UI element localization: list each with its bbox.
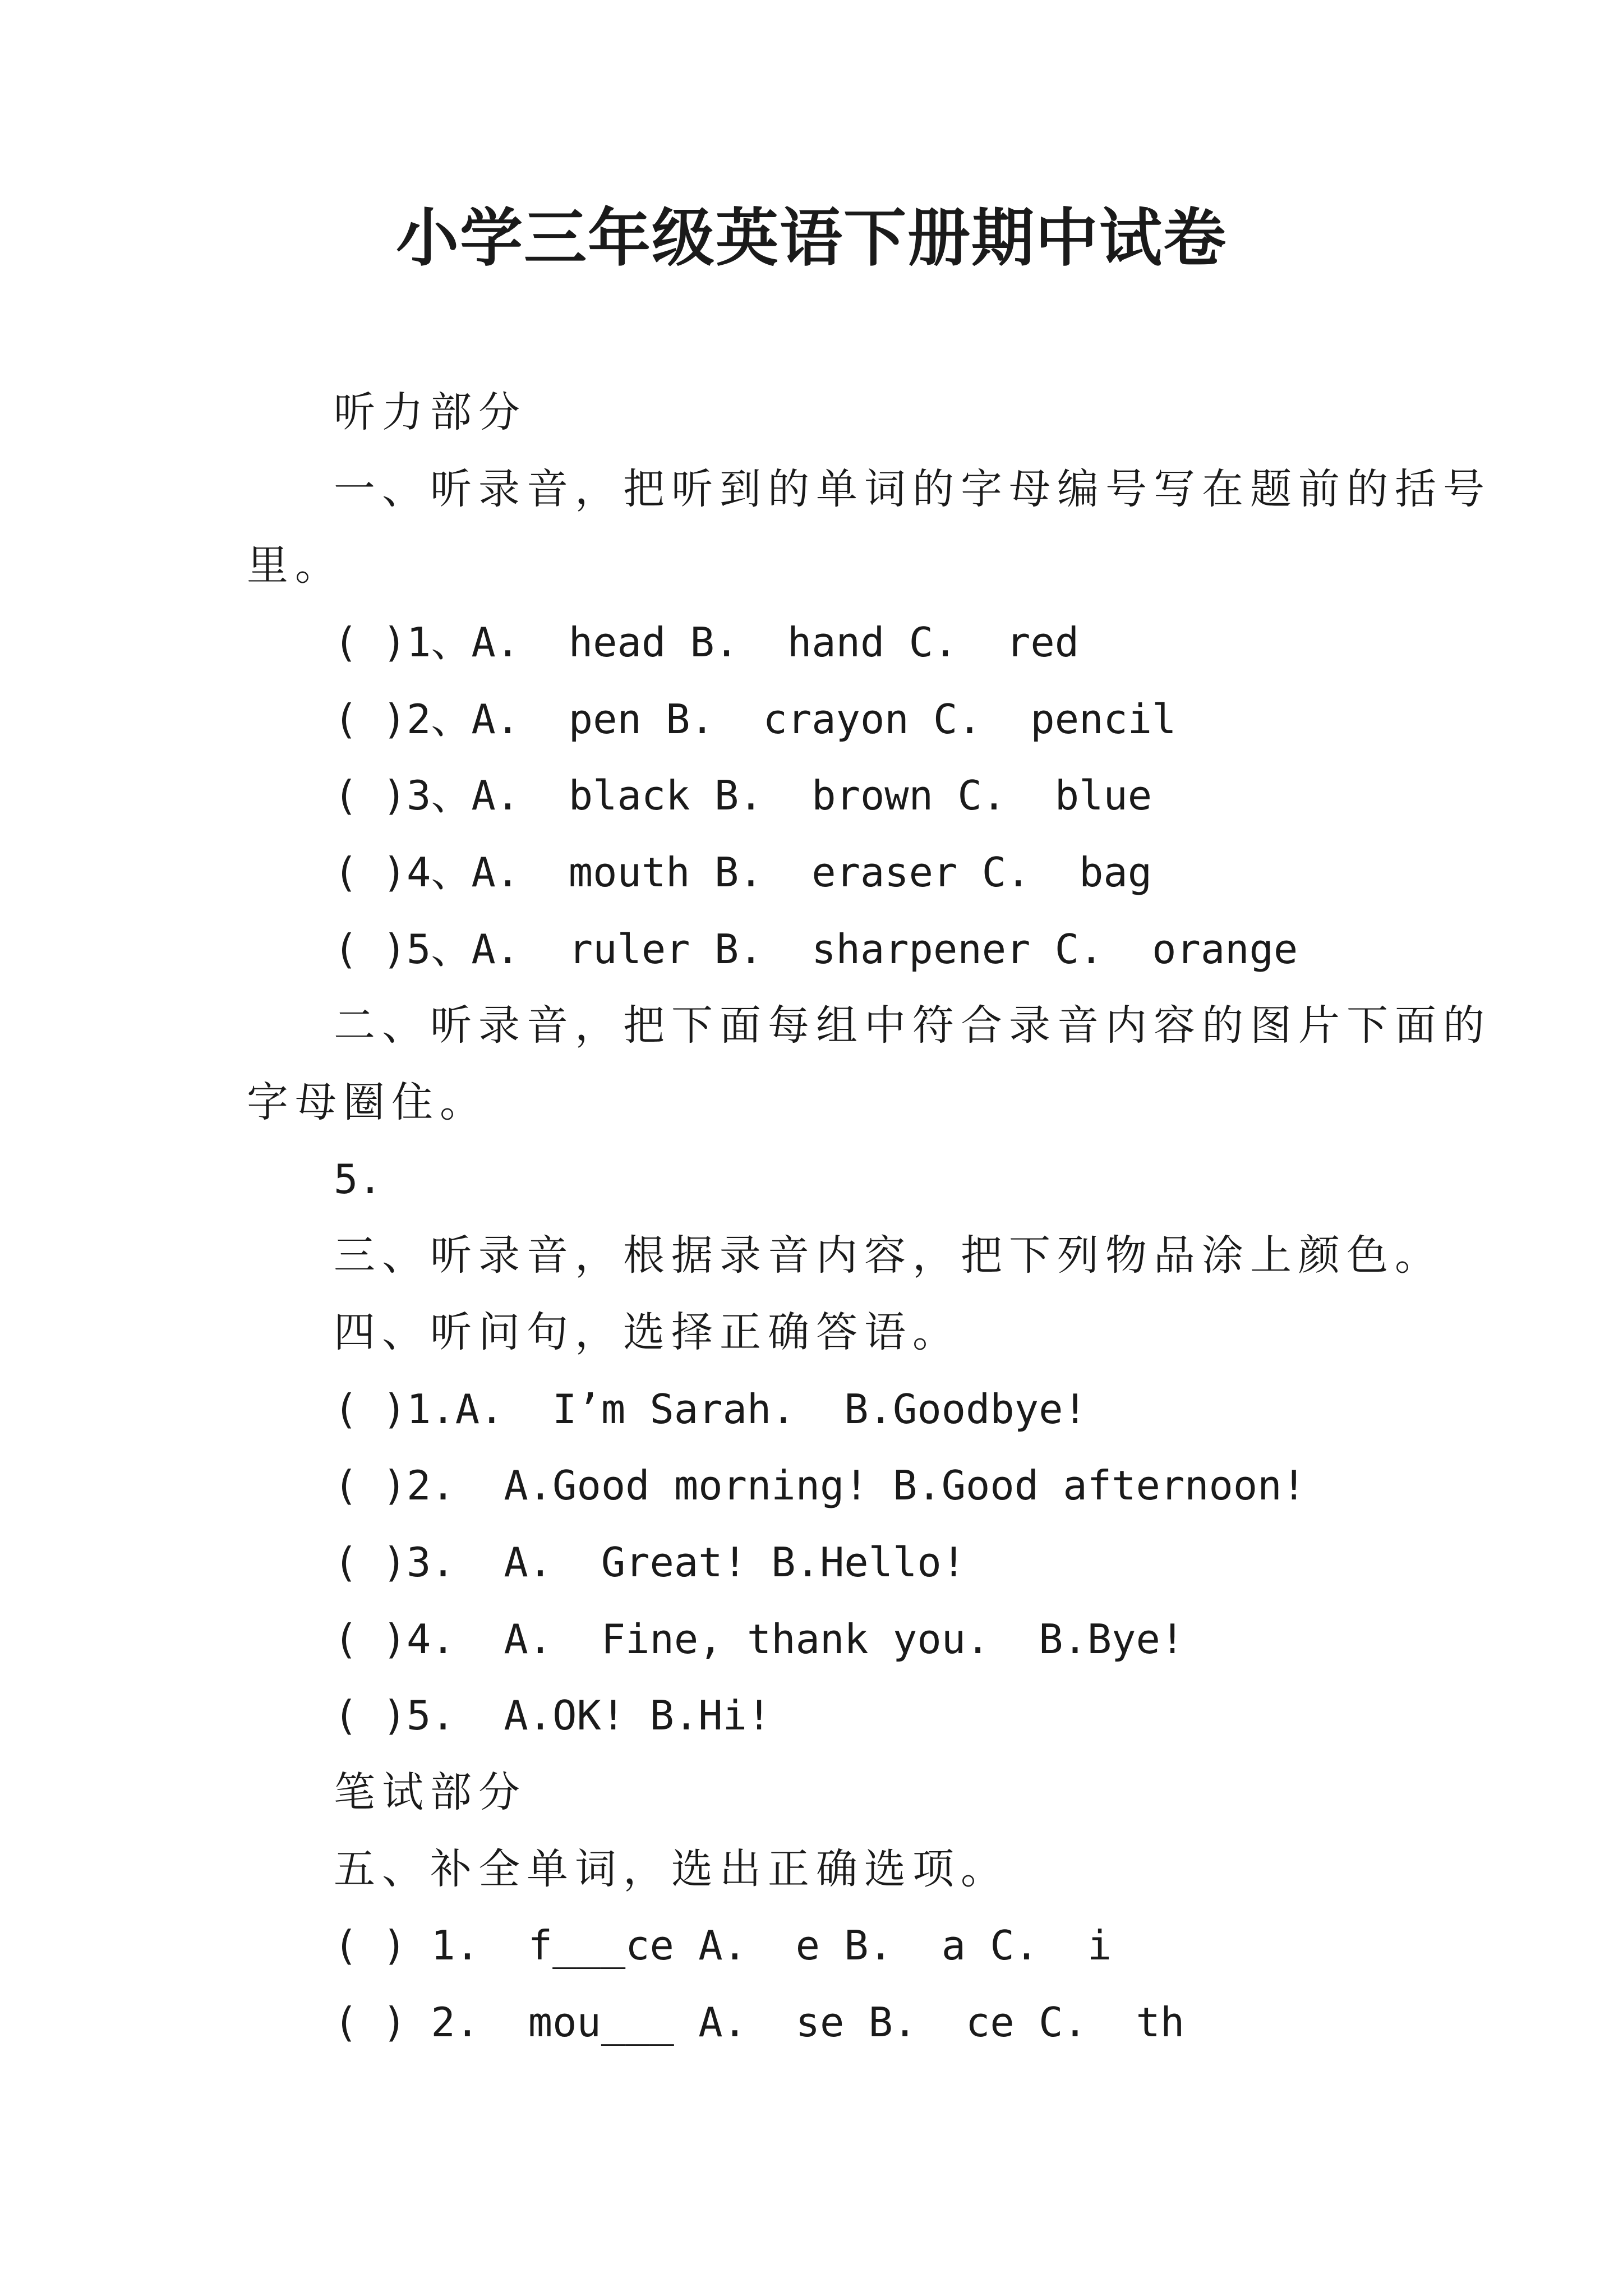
section-heading-listening: 听力部分 bbox=[334, 388, 527, 436]
q4-item-3: ( )3. A. Great! B.Hello! bbox=[334, 1539, 966, 1586]
q3-instruction: 三、听录音，根据录音内容，把下列物品涂上颜色。 bbox=[334, 1231, 1443, 1280]
q1-item-4: ( )4、A. mouth B. eraser C. bag bbox=[334, 849, 1152, 896]
q2-instruction-cont: 字母圈住。 bbox=[247, 1078, 488, 1126]
q1-item-3: ( )3、A. black B. brown C. blue bbox=[334, 772, 1152, 819]
q4-item-5: ( )5. A.OK! B.Hi! bbox=[334, 1692, 772, 1739]
section-heading-written: 笔试部分 bbox=[334, 1768, 527, 1816]
q4-item-2: ( )2. A.Good morning! B.Good afternoon! bbox=[334, 1462, 1306, 1509]
q4-item-1: ( )1.A. I’m Sarah. B.Goodbye! bbox=[334, 1386, 1087, 1433]
q4-instruction: 四、听问句，选择正确答语。 bbox=[334, 1308, 961, 1356]
q4-item-4: ( )4. A. Fine, thank you. B.Bye! bbox=[334, 1616, 1185, 1663]
q5-instruction: 五、补全单词，选出正确选项。 bbox=[334, 1845, 1009, 1893]
q1-item-1: ( )1、A. head B. hand C. red bbox=[334, 619, 1080, 666]
q1-instruction-cont: 里。 bbox=[247, 541, 343, 590]
q1-instruction: 一、听录音，把听到的单词的字母编号写在题前的括号 bbox=[334, 465, 1491, 513]
q5-item-2: ( ) 2. mou___ A. se B. ce C. th bbox=[334, 1999, 1185, 2046]
page-title: 小学三年级英语下册期中试卷 bbox=[396, 202, 1227, 275]
q2-item: 5. bbox=[334, 1156, 382, 1203]
q1-item-2: ( )2、A. pen B. crayon C. pencil bbox=[334, 696, 1177, 743]
q1-item-5: ( )5、A. ruler B. sharpener C. orange bbox=[334, 926, 1298, 973]
q5-item-1: ( ) 1. f___ce A. e B. a C. i bbox=[334, 1922, 1112, 1969]
q2-instruction: 二、听录音，把下面每组中符合录音内容的图片下面的 bbox=[334, 1001, 1491, 1050]
